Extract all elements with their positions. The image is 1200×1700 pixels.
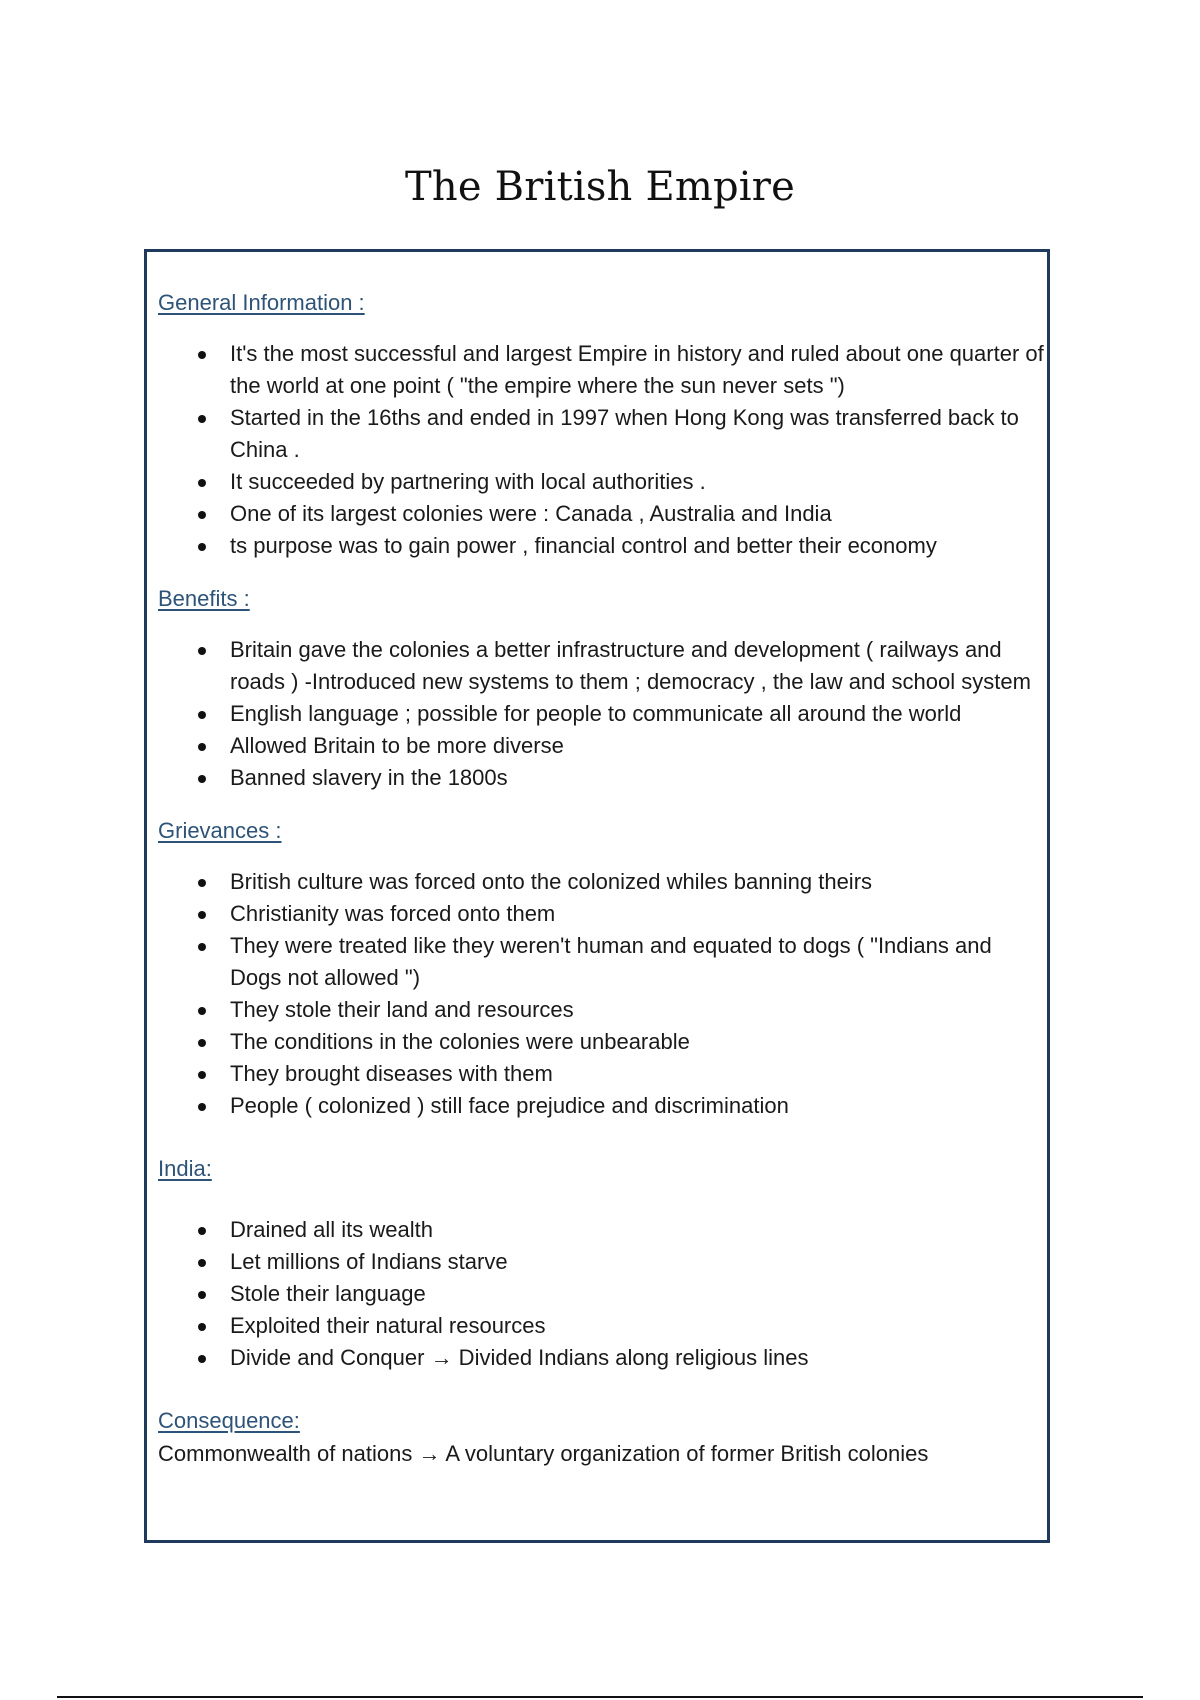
- list-item: [158, 1214, 1047, 1246]
- list-item: [158, 1246, 1047, 1278]
- bullet-icon: [198, 1259, 206, 1267]
- section-heading-consequence: Consequence:: [158, 1408, 300, 1433]
- bullet-icon: [198, 511, 206, 519]
- list-item-text: They brought diseases with them: [230, 1061, 553, 1086]
- list-item-text: It succeeded by partnering with local authorities .: [230, 469, 706, 494]
- list-item-text: One of its largest colonies were : Canada , Australia and India: [230, 501, 832, 526]
- list-item: [158, 994, 1047, 1026]
- list-item-text: The conditions in the colonies were unbearable: [230, 1029, 690, 1054]
- list-item: [158, 1310, 1047, 1342]
- list-item: [158, 762, 1047, 794]
- list-item: [158, 930, 1047, 994]
- list-item: [158, 498, 1047, 530]
- list-item-text: Divide and Conquer → Divided Indians along religious lines: [230, 1345, 809, 1370]
- bullet-icon: [198, 1355, 206, 1363]
- list-item: [158, 530, 1047, 562]
- list-item: [158, 1278, 1047, 1310]
- bullet-icon: [198, 1007, 206, 1015]
- list-item-text: Banned slavery in the 1800s: [230, 765, 508, 790]
- bullet-icon: [198, 1071, 206, 1079]
- bullet-icon: [198, 775, 206, 783]
- bullet-list-india: [158, 1214, 1047, 1374]
- bullet-icon: [198, 943, 206, 951]
- section-heading-india: India:: [158, 1156, 212, 1181]
- list-item: [158, 1090, 1047, 1122]
- bullet-icon: [198, 1103, 206, 1111]
- bullet-icon: [198, 911, 206, 919]
- bullet-icon: [198, 479, 206, 487]
- section-india: [158, 1154, 1047, 1374]
- list-item-text: ts purpose was to gain power , financial control and better their economy: [230, 533, 937, 558]
- bullet-icon: [198, 351, 206, 359]
- list-item: [158, 1026, 1047, 1058]
- bullet-icon: [198, 1291, 206, 1299]
- list-item: [158, 634, 1047, 698]
- bullet-icon: [198, 1039, 206, 1047]
- list-item-text: Allowed Britain to be more diverse: [230, 733, 564, 758]
- bullet-list-grievances: [158, 866, 1047, 1122]
- list-item-text: They were treated like they weren't human and equated to dogs ( "Indians and Dogs not allowed "): [230, 933, 992, 990]
- bullet-icon: [198, 1323, 206, 1331]
- section-general-information: [158, 288, 1047, 562]
- bullet-icon: [198, 415, 206, 423]
- list-item-text: Britain gave the colonies a better infrastructure and development ( railways and roads ) -Introduced new systems to them ; democracy , the law and school system: [230, 637, 1031, 694]
- bullet-icon: [198, 711, 206, 719]
- bullet-icon: [198, 647, 206, 655]
- bottom-divider: [57, 1696, 1143, 1698]
- list-item: [158, 730, 1047, 762]
- list-item: [158, 866, 1047, 898]
- bullet-icon: [198, 743, 206, 751]
- list-item-text: English language ; possible for people to communicate all around the world: [230, 701, 962, 726]
- section-heading-general-information: General Information :: [158, 290, 365, 315]
- list-item-text: Started in the 16ths and ended in 1997 when Hong Kong was transferred back to China .: [230, 405, 1019, 462]
- list-item-text: Drained all its wealth: [230, 1217, 433, 1242]
- notes-box: [144, 249, 1050, 1543]
- list-item: [158, 338, 1047, 402]
- list-item: [158, 1342, 1047, 1374]
- section-heading-grievances: Grievances :: [158, 818, 282, 843]
- section-consequence: [158, 1406, 1047, 1470]
- list-item: [158, 698, 1047, 730]
- bullet-icon: [198, 879, 206, 887]
- list-item: [158, 1058, 1047, 1090]
- page-title: The British Empire: [405, 164, 795, 210]
- list-item: [158, 402, 1047, 466]
- bullet-list-benefits: [158, 634, 1047, 794]
- consequence-text: Commonwealth of nations → A voluntary organization of former British colonies: [158, 1441, 929, 1466]
- list-item: [158, 466, 1047, 498]
- section-heading-benefits: Benefits :: [158, 586, 250, 611]
- section-benefits: [158, 584, 1047, 794]
- bullet-icon: [198, 543, 206, 551]
- list-item-text: It's the most successful and largest Empire in history and ruled about one quarter of the world at one point ( "the empire where the sun never sets "): [230, 341, 1044, 398]
- list-item-text: Exploited their natural resources: [230, 1313, 546, 1338]
- bullet-icon: [198, 1227, 206, 1235]
- list-item-text: Stole their language: [230, 1281, 426, 1306]
- bullet-list-general-information: [158, 338, 1047, 562]
- list-item-text: British culture was forced onto the colonized whiles banning theirs: [230, 869, 873, 894]
- list-item-text: Let millions of Indians starve: [230, 1249, 508, 1274]
- list-item: [158, 898, 1047, 930]
- list-item-text: People ( colonized ) still face prejudice and discrimination: [230, 1093, 789, 1118]
- list-item-text: They stole their land and resources: [230, 997, 574, 1022]
- list-item-text: Christianity was forced onto them: [230, 901, 556, 926]
- section-grievances: [158, 816, 1047, 1122]
